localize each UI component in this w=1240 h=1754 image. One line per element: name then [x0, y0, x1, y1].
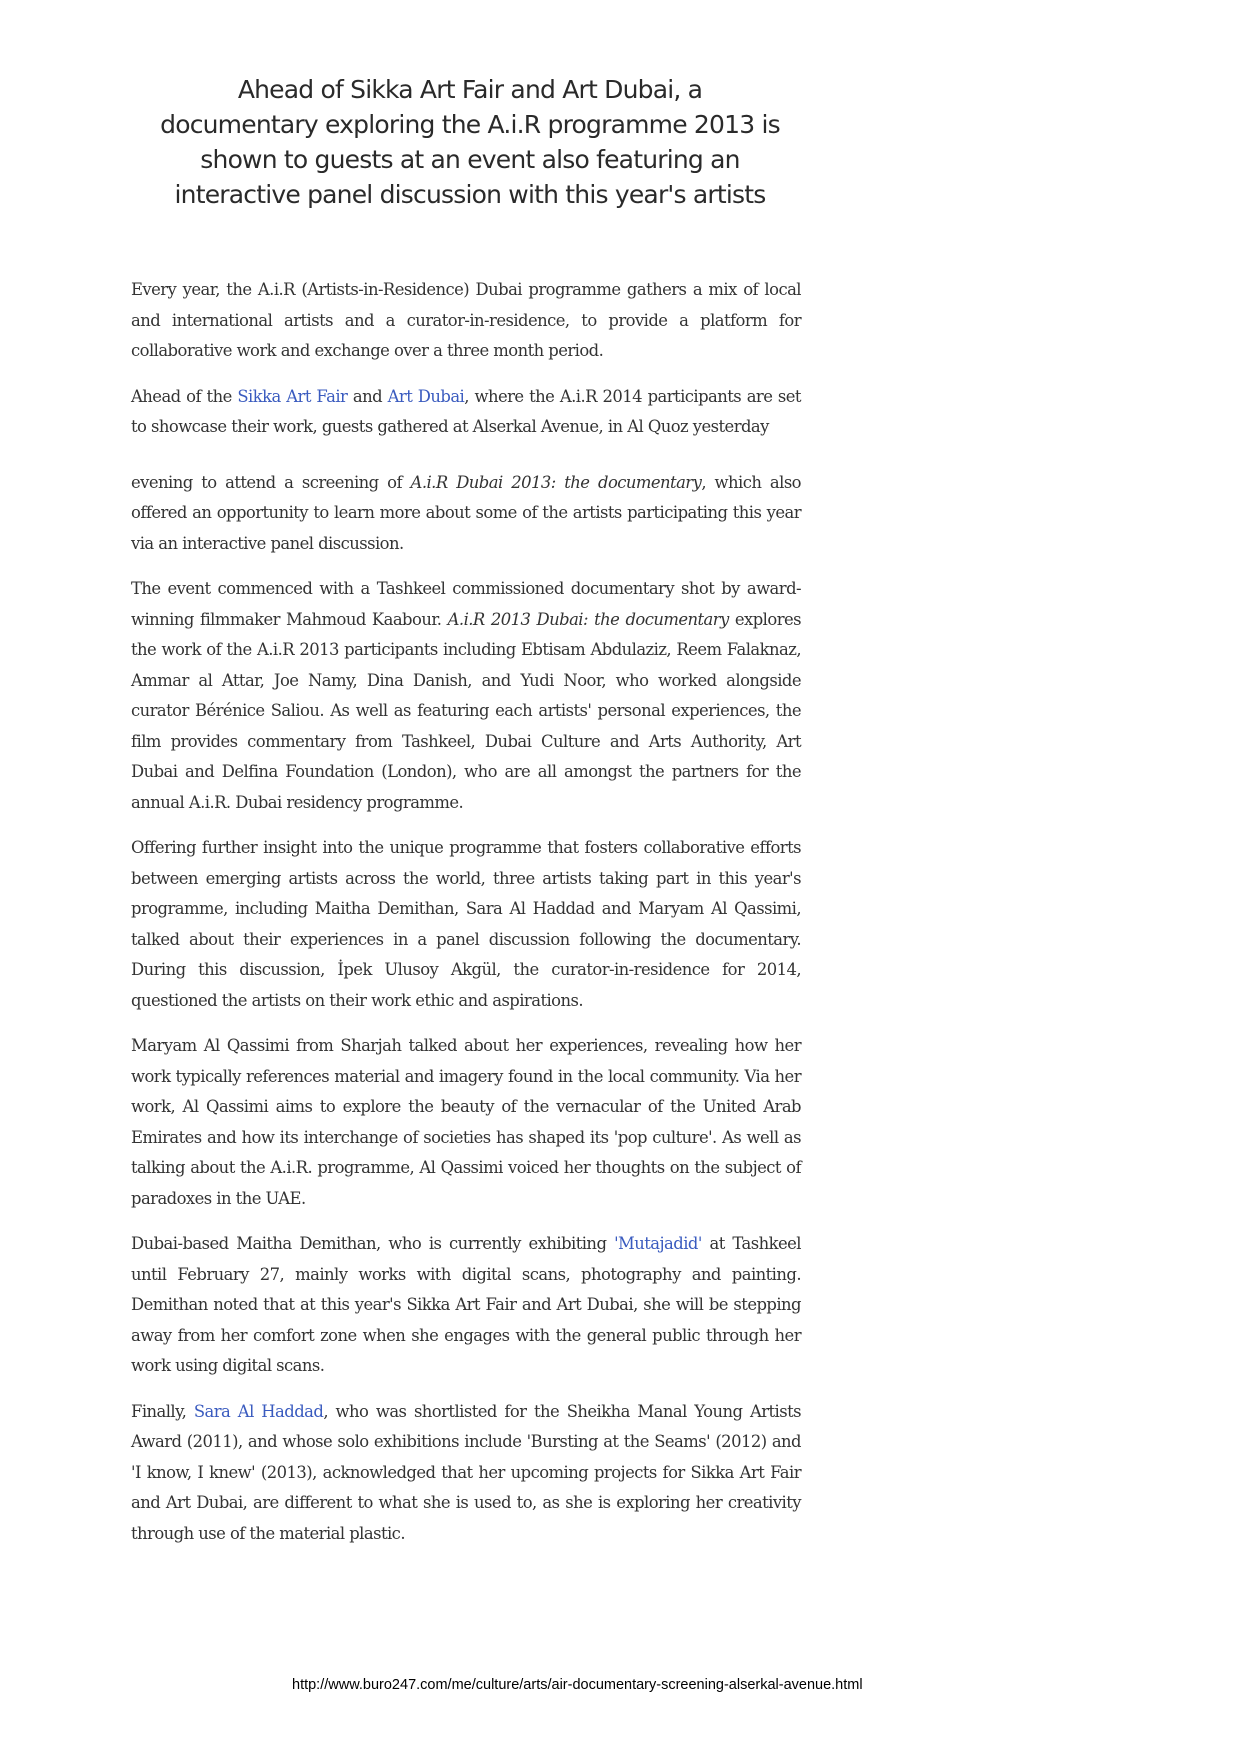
text: evening to attend a screening of [131, 472, 411, 492]
paragraph-qassimi: Maryam Al Qassimi from Sharjah talked about her experiences, revealing how her work typically references material and imagery found in the local community. Via her work, Al Qassimi aims to explore the beauty of the vernacular of the United Arab Emirates and how its interchange of societies has shaped its 'pop culture'. As well as talking about the A.i.R. programme, Al Qassimi voiced her thoughts on the subject of paradoxes in the UAE. [131, 1036, 801, 1208]
headline-line: Ahead of Sikka Art Fair and Art Dubai, a [237, 75, 703, 104]
text: Ahead of the [131, 386, 238, 406]
link-sara-al-haddad[interactable]: Sara Al Haddad [193, 1401, 324, 1421]
page-url-footer: http://www.buro247.com/me/culture/arts/air-documentary-screening-alserkal-avenue.html [292, 1677, 863, 1693]
documentary-title: A.i.R Dubai 2013: the documentary [410, 472, 702, 492]
text: Finally, [131, 1401, 194, 1421]
paragraph-documentary [131, 574, 801, 818]
link-sikka-art-fair[interactable]: Sikka Art Fair [237, 386, 348, 406]
text: , who was shortlisted for the Sheikha Manal Young Artists Award (2011), and whose solo exhibitions include 'Bursting at the Seams' (2012) and 'I know, I knew' (2013), acknowledged that her upcoming projects for Sikka Art Fair and Art Dubai, are different to what she is used to, as she is exploring her creativity through use of the material plastic. [131, 1401, 801, 1543]
paragraph-haddad [131, 1397, 801, 1550]
headline-line: documentary exploring the A.i.R programme 2013 is [160, 110, 780, 139]
paragraph-panel: Offering further insight into the unique programme that fosters collaborative efforts between emerging artists across the world, three artists taking part in this year's programme, including Maitha Demithan, Sara Al Haddad and Maryam Al Qassimi, talked about their experiences in a panel discussion following the documentary. During this discussion, İpek Ulusoy Akgül, the curator-in-residence for 2014, questioned the artists on their work ethic and aspirations. [131, 838, 801, 1010]
documentary-title: A.i.R 2013 Dubai: the documentary [447, 609, 729, 629]
link-mutajadid[interactable]: 'Mutajadid' [614, 1234, 702, 1253]
paragraph-intro: Every year, the A.i.R (Artists-in-Residence) Dubai programme gathers a mix of local and international artists and a curator-in-residence, to provide a platform for collaborative work and exchange over a three month period. [131, 280, 801, 360]
headline-line: interactive panel discussion with this year's artists [174, 180, 766, 209]
paragraph-ahead [131, 382, 801, 443]
text: , where the A.i.R 2014 participants are set to showcase their work, guests gathered at Alserkal Avenue, in Al Quoz yesterday [131, 386, 801, 436]
text: at Tashkeel until February 27, mainly works with digital scans, photography and painting. Demithan noted that at this year's Sikka Art Fair and Art Dubai, she will be stepping away from her comfort zone when she engages with the general public through her work using digital scans. [131, 1234, 801, 1375]
paragraph-demithan [131, 1229, 801, 1382]
article-headline [140, 72, 800, 212]
link-art-dubai[interactable]: Art Dubai [387, 386, 465, 406]
text: and [347, 386, 388, 406]
article-body [131, 275, 801, 1564]
text: The event commenced with a Tashkeel commissioned documentary shot by award-winning filmmaker Mahmoud Kaabour. [131, 579, 801, 629]
text: explores the work of the A.i.R 2013 participants including Ebtisam Abdulaziz, Reem Falaknaz, Ammar al Attar, Joe Namy, Dina Danish, and Yudi Noor, who worked alongside curator Bérénice Saliou. As well as featuring each artists' personal experiences, the film provides commentary from Tashkeel, Dubai Culture and Arts Authority, Art Dubai and Delfina Foundation (London), who are all amongst the partners for the annual A.i.R. Dubai residency programme. [131, 609, 801, 812]
text: Dubai-based Maitha Demithan, who is currently exhibiting [131, 1234, 615, 1253]
paragraph-screening [131, 468, 801, 560]
headline-line: shown to guests at an event also featuring an [200, 145, 740, 174]
text: , which also offered an opportunity to learn more about some of the artists participating this year via an interactive panel discussion. [131, 472, 801, 553]
